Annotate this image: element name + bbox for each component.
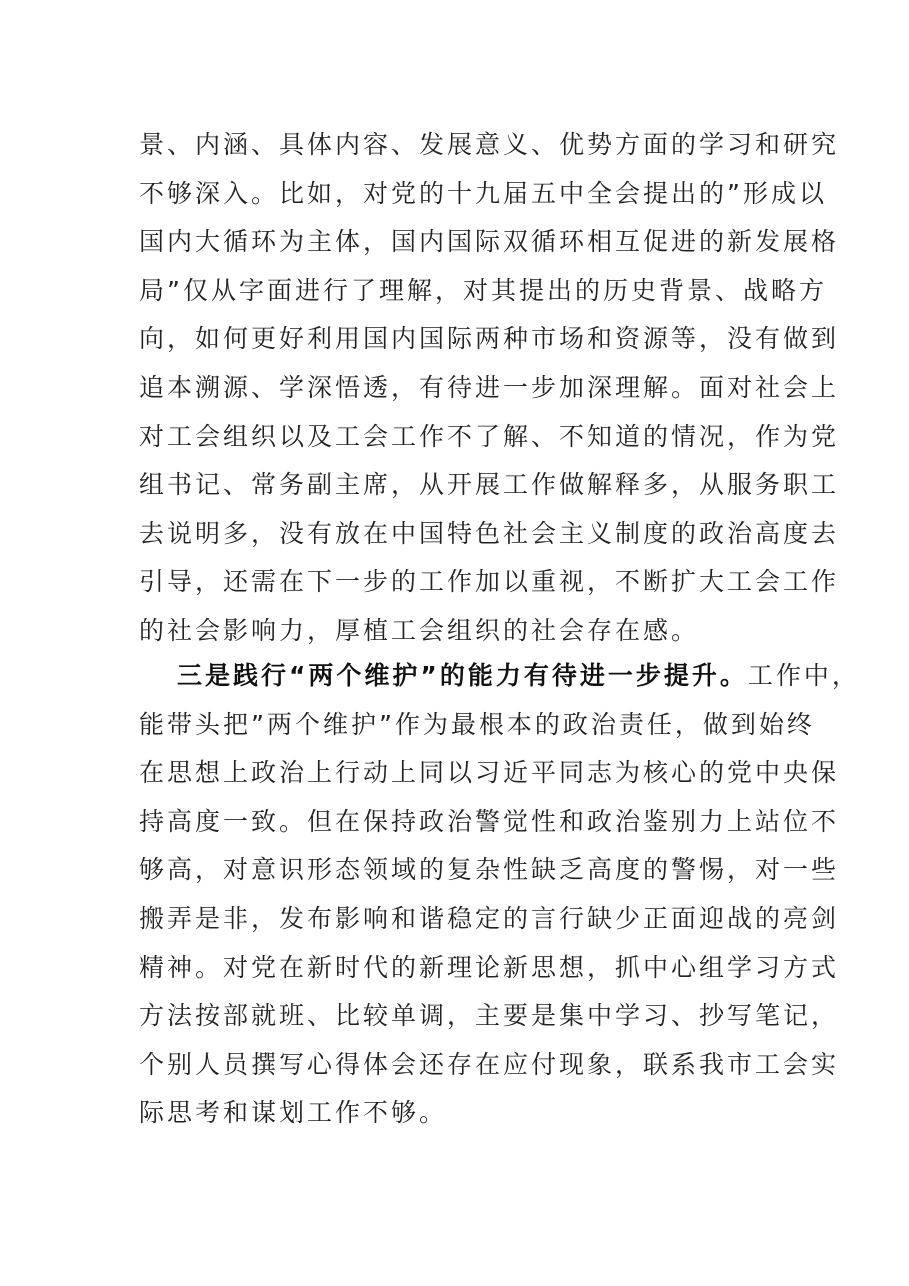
paragraph-line: 去说明多，没有放在中国特色社会主义制度的政治高度去 — [139, 518, 840, 548]
paragraph-text: 工作中， — [747, 661, 860, 690]
paragraph-line: 对工会组织以及工会工作不了解、不知道的情况，作为党 — [139, 421, 840, 451]
paragraph-line: 局”仅从字面进行了理解，对其提出的历史背景、战略方 — [139, 275, 827, 305]
section-heading: 三是践行“两个维护”的能力有待进一步提升。 — [177, 661, 748, 690]
paragraph-line: 追本溯源、学深悟透，有待进一步加深理解。面对社会上 — [139, 372, 840, 402]
paragraph-line: 不够深入。比如，对党的十九届五中全会提出的”形成以 — [139, 178, 827, 208]
paragraph-line: 精神。对党在新时代的新理论新思想，抓中心组学习方式 — [139, 952, 840, 982]
paragraph-1 — [139, 121, 840, 656]
paragraph-line: 个别人员撰写心得体会还存在应付现象，联系我市工会实 — [139, 1049, 840, 1079]
paragraph-line: 方法按部就班、比较单调，主要是集中学习、抄写笔记， — [139, 1001, 840, 1031]
paragraph-line: 持高度一致。但在保持政治警觉性和政治鉴别力上站位不 — [139, 806, 840, 836]
paragraph-line: 的社会影响力，厚植工会组织的社会存在感。 — [139, 615, 700, 645]
paragraph-line: 能带头把”两个维护”作为最根本的政治责任，做到始终 — [139, 709, 815, 739]
paragraph-first-line — [139, 652, 860, 701]
paragraph-line: 够高，对意识形态领域的复杂性缺乏高度的警惕，对一些 — [139, 855, 840, 885]
paragraph-line: 国内大循环为主体，国内国际双循环相互促进的新发展格 — [139, 227, 840, 257]
paragraph-line: 在思想上政治上行动上同以习近平同志为核心的党中央保 — [139, 758, 840, 788]
paragraph-line: 际思考和谋划工作不够。 — [139, 1098, 448, 1128]
paragraph-line: 搬弄是非，发布影响和谐稳定的言行缺少正面迎战的亮剑 — [139, 903, 840, 933]
paragraph-line: 组书记、常务副主席，从开展工作做解释多，从服务职工 — [139, 470, 840, 500]
paragraph-2 — [139, 652, 860, 1138]
paragraph-line: 向，如何更好利用国内国际两种市场和资源等，没有做到 — [139, 324, 840, 354]
paragraph-line: 引导，还需在下一步的工作加以重视，不断扩大工会工作 — [139, 567, 840, 597]
paragraph-line: 景、内涵、具体内容、发展意义、优势方面的学习和研究 — [139, 130, 840, 159]
